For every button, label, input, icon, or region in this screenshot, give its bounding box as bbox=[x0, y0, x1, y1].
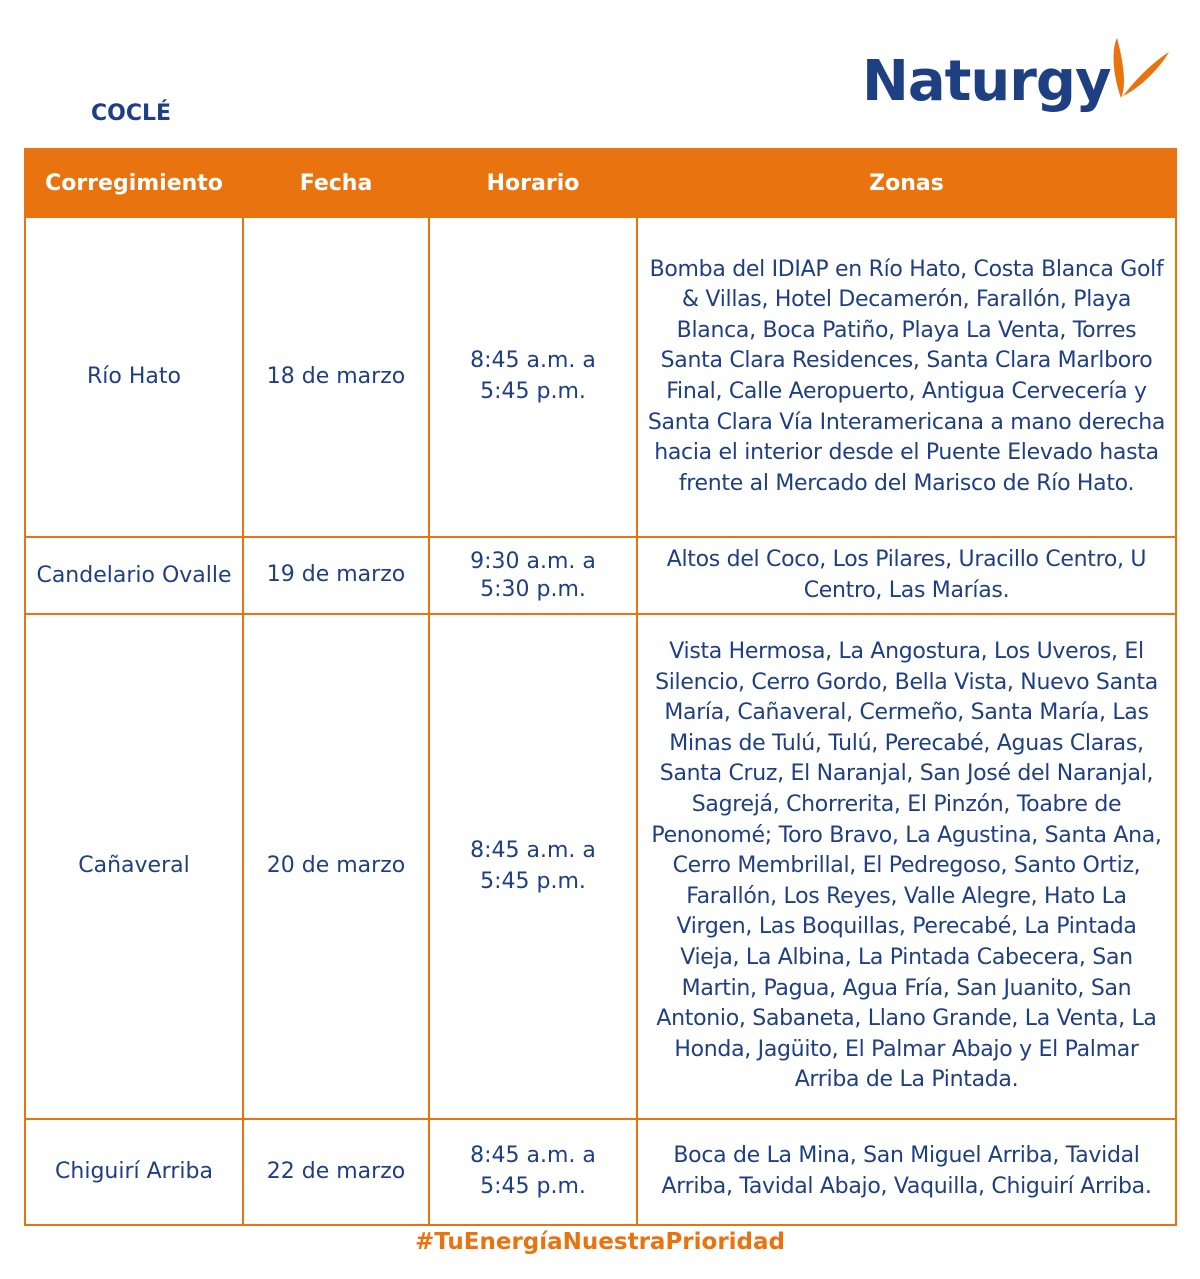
horario-start: 8:45 a.m. a bbox=[470, 348, 596, 374]
horario-start: 8:45 a.m. a bbox=[470, 1143, 596, 1169]
table-row bbox=[25, 217, 1176, 537]
cell-corregimiento: Cañaveral bbox=[25, 614, 243, 1119]
cell-horario bbox=[429, 537, 637, 614]
cell-fecha: 18 de marzo bbox=[243, 217, 429, 537]
cell-horario bbox=[429, 614, 637, 1119]
schedule-table bbox=[24, 148, 1177, 1226]
header-zonas: Zonas bbox=[637, 149, 1176, 217]
horario-end: 5:30 p.m. bbox=[480, 576, 586, 602]
cell-zonas: Bomba del IDIAP en Río Hato, Costa Blanca Golf & Villas, Hotel Decamerón, Farallón, Playa Blanca, Boca Patiño, Playa La Venta, Torres Santa Clara Residences, Santa Clara Marlboro Final, Calle Aeropuerto, Antigua Cervecería y Santa Clara Vía Interamericana a mano derecha hacia el interior desde el Puente Elevado hasta frente al Mercado del Marisco de Río Hato. bbox=[637, 217, 1176, 537]
cell-horario bbox=[429, 1119, 637, 1225]
cell-fecha: 19 de marzo bbox=[243, 537, 429, 614]
header-corregimiento: Corregimiento bbox=[25, 149, 243, 217]
cell-zonas: Boca de La Mina, San Miguel Arriba, Tavidal Arriba, Tavidal Abajo, Vaquilla, Chiguirí Arriba. bbox=[637, 1119, 1176, 1225]
header-fecha: Fecha bbox=[243, 149, 429, 217]
province-title: COCLÉ bbox=[91, 101, 172, 126]
cell-zonas: Vista Hermosa, La Angostura, Los Uveros, El Silencio, Cerro Gordo, Bella Vista, Nuevo Santa María, Cañaveral, Cermeño, Santa María, Las Minas de Tulú, Tulú, Perecabé, Aguas Claras, Santa Cruz, El Naranjal, San José del Naranjal, Sagrejá, Chorrerita, El Pinzón, Toabre de Penonomé; Toro Bravo, La Agustina, Santa Ana, Cerro Membrillal, El Pedregoso, Santo Ortiz, Farallón, Los Reyes, Valle Alegre, Hato La Virgen, Las Boquillas, Perecabé, La Pintada Vieja, La Albina, La Pintada Cabecera, San Martin, Pagua, Agua Fría, San Juanito, San Antonio, Sabaneta, Llano Grande, La Venta, La Honda, Jagüito, El Palmar Abajo y El Palmar Arriba de La Pintada. bbox=[637, 614, 1176, 1119]
table-row bbox=[25, 614, 1176, 1119]
horario-start: 8:45 a.m. a bbox=[470, 837, 596, 863]
table-row bbox=[25, 1119, 1176, 1225]
hashtag: #TuEnergíaNuestraPrioridad bbox=[414, 1229, 786, 1255]
cell-horario bbox=[429, 217, 637, 537]
cell-corregimiento: Río Hato bbox=[25, 217, 243, 537]
brand-name: Naturgy bbox=[862, 49, 1111, 114]
cell-corregimiento: Chiguirí Arriba bbox=[25, 1119, 243, 1225]
naturgy-logo bbox=[862, 36, 1171, 114]
horario-end: 5:45 p.m. bbox=[480, 868, 586, 894]
cell-fecha: 20 de marzo bbox=[243, 614, 429, 1119]
header-horario: Horario bbox=[429, 149, 637, 217]
butterfly-icon bbox=[1109, 36, 1171, 102]
horario-end: 5:45 p.m. bbox=[480, 1174, 586, 1199]
table-header-row bbox=[25, 149, 1176, 217]
horario-end: 5:45 p.m. bbox=[480, 379, 586, 404]
table-row bbox=[25, 537, 1176, 614]
cell-fecha: 22 de marzo bbox=[243, 1119, 429, 1225]
cell-zonas: Altos del Coco, Los Pilares, Uracillo Centro, U Centro, Las Marías. bbox=[637, 537, 1176, 614]
horario-start: 9:30 a.m. a bbox=[470, 548, 596, 574]
cell-corregimiento: Candelario Ovalle bbox=[25, 537, 243, 614]
